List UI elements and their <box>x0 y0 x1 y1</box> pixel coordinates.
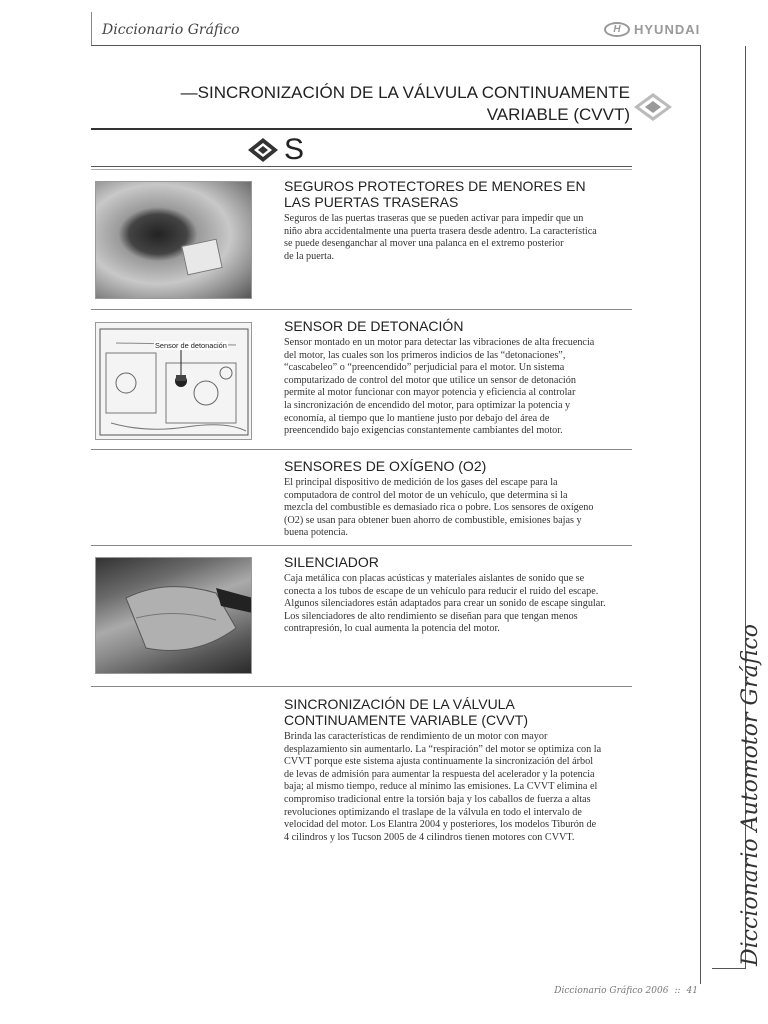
child-lock-photo <box>95 181 252 299</box>
muffler-photo <box>95 557 252 674</box>
entry-body-line: niño abra accidentalmente una puerta trasera desde adentro. La característica <box>284 225 597 237</box>
entry-knock-sensor <box>284 318 634 438</box>
entry-title-line2: LAS PUERTAS TRASERAS <box>284 194 459 210</box>
entry-body-line: desplazamiento sin aumentarlo. La “respiración” del motor se optimiza con la <box>284 743 602 755</box>
entry-oxygen-sensors <box>284 458 634 540</box>
entry-body-line: Sensor montado en un motor para detectar las vibraciones de alta frecuencia <box>284 337 595 348</box>
entry-body-line: Caja metálica con placas acústicas y materiales aislantes de sonido que se <box>284 573 585 584</box>
entry-title: SENSORES DE OXÍGENO (O2) <box>284 458 487 474</box>
entry-body-line: velocidad del motor. Los Elantra 2004 y posteriores, los modelos Tiburón de <box>284 819 597 831</box>
entry-body-line: El principal dispositivo de medición de los gases del escape para la <box>284 477 558 488</box>
entry-body-line: compromiso tradicional entre la torsión baja y los caballos de fuerza a altas <box>284 793 591 805</box>
side-frame-bottom-line <box>712 968 745 969</box>
entry-body-line: CVVT porque este sistema ajusta continuamente la sincronización del árbol <box>284 756 594 768</box>
entry-body <box>284 477 634 540</box>
frame-line-right <box>700 46 701 984</box>
entry-body-line: economía, al tiempo que lo mantiene justo por debajo del área de <box>284 412 550 424</box>
section-rule-secondary <box>91 169 632 170</box>
header-title: Diccionario Gráfico <box>102 22 240 38</box>
entry-separator <box>91 449 632 450</box>
muffler-shape <box>96 558 252 674</box>
entry-body <box>284 731 634 844</box>
entry-body-line: Seguros de las puertas traseras que se pueden activar para impedir que un <box>284 213 584 224</box>
entry-child-locks <box>284 178 634 263</box>
entry-body-line: contrapresión, lo cual aumenta la potencia del motor. <box>284 623 500 635</box>
page-number: 41 <box>686 986 698 996</box>
main-heading <box>110 82 630 126</box>
footer-separator: :: <box>674 986 681 996</box>
main-heading-line1: —SINCRONIZACIÓN DE LA VÁLVULA CONTINUAMENTE <box>180 83 630 102</box>
entry-body-line: Brinda las características de rendimiento de un motor con mayor <box>284 731 548 742</box>
section-letter: S <box>284 133 305 166</box>
frame-line-left <box>91 12 92 46</box>
section-letter-row <box>248 134 304 166</box>
brand-logo <box>604 22 700 37</box>
entry-separator <box>91 309 632 310</box>
heading-rule <box>91 128 632 130</box>
diamond-arrow-icon <box>248 138 278 162</box>
entry-body-line: la sincronización de encendido del motor, para optimizar la potencia y <box>284 399 571 411</box>
main-heading-line2: VARIABLE (CVVT) <box>486 105 630 124</box>
entry-body-line: de levas de admisión para aumentar la respuesta del acelerador y la potencia <box>284 768 595 780</box>
brand-name: HYUNDAI <box>634 22 701 37</box>
entry-muffler <box>284 554 634 636</box>
knock-sensor-diagram <box>95 322 252 440</box>
entry-body-line: revoluciones optimizando el traslape de la válvula en todo el intervalo de <box>284 806 582 818</box>
entry-body-line: computadora de control del motor de un vehículo, que determina si la <box>284 489 568 501</box>
entry-title-line1: SINCRONIZACIÓN DE LA VÁLVULA <box>284 696 515 712</box>
entry-title-line1: SEGUROS PROTECTORES DE MENORES EN <box>284 178 586 194</box>
entry-title: SILENCIADOR <box>284 554 379 570</box>
entry-body-line: Algunos silenciadores están adaptados para crear un sonido de escape singular. <box>284 598 606 610</box>
entry-body-line: baja; al mismo tiempo, reduce al mínimo las emisiones. La CVVT elimina el <box>284 781 598 793</box>
entry-separator <box>91 545 632 546</box>
entry-title-line2: CONTINUAMENTE VARIABLE (CVVT) <box>284 712 528 728</box>
section-rule <box>91 166 632 167</box>
image-label: Sensor de detonación <box>155 341 227 350</box>
entry-title: SENSOR DE DETONACIÓN <box>284 318 464 334</box>
entry-body-line: mezcla del combustible es demasiado rica o pobre. Los sensores de oxígeno <box>284 502 594 514</box>
entry-body-line: se puede desenganchar al mover una palanca en el extremo posterior <box>284 238 564 250</box>
entry-body-line: del motor, las cuales son los primeros indicios de las “detonaciones”, <box>284 349 566 361</box>
entry-body-line: de la puerta. <box>284 250 335 262</box>
entry-body-line: (O2) se usan para obtener buen ahorro de combustible, emisiones bajas y <box>284 514 582 526</box>
entry-body-line: preencendido bajo exigencias constantemente cambiantes del motor. <box>284 425 563 437</box>
entry-body-line: 4 cilindros y los Tucson 2005 de 4 cilindros tienen motores con CVVT. <box>284 831 575 843</box>
entry-body <box>284 337 634 438</box>
entry-body-line: Los silenciadores de alto rendimiento se diseñan para que tengan menos <box>284 610 578 622</box>
entry-body-line: computarizado de control del motor que utilice un sensor de detonación <box>284 374 576 386</box>
entry-title <box>284 696 634 728</box>
footer <box>554 986 698 996</box>
entry-title <box>284 178 634 210</box>
entry-body-line: permite al motor funcionar con mayor potencia y eficiencia al controlar <box>284 387 576 399</box>
child-lock-sticker <box>181 239 222 276</box>
diamond-arrow-icon <box>634 93 672 121</box>
entry-body-line: conecta a los tubos de escape de un vehículo para reducir el ruido del escape. <box>284 585 599 597</box>
side-title: Diccionario Automotor Gráfico <box>738 624 763 966</box>
entry-separator <box>91 686 632 687</box>
entry-body-line: buena potencia. <box>284 527 348 539</box>
entry-body <box>284 213 634 263</box>
entry-body <box>284 573 634 636</box>
frame-line-top <box>91 45 701 46</box>
hyundai-logo-icon: H <box>604 22 630 37</box>
entry-body-line: “cascabeleo” o “preencendido” perjudicial para el motor. Un sistema <box>284 362 565 374</box>
footer-label: Diccionario Gráfico 2006 <box>554 986 669 996</box>
entry-cvvt <box>284 696 634 844</box>
